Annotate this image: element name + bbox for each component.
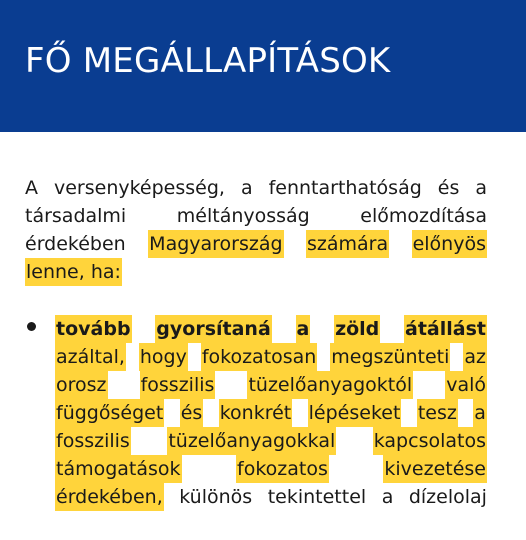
highlighted-word: számára xyxy=(306,230,389,258)
bullet-point xyxy=(27,322,36,331)
highlighted-word: fosszilis xyxy=(140,371,216,399)
word: tekintettel xyxy=(267,486,367,508)
word: fenntarthatóság xyxy=(268,177,422,199)
highlighted-word: kapcsolatos xyxy=(373,427,487,455)
word: előmozdítása xyxy=(360,205,487,227)
highlighted-word: lenne, ha: xyxy=(25,258,122,286)
highlighted-word: az xyxy=(463,343,487,371)
highlighted-word: támogatások xyxy=(55,455,182,483)
highlighted-bold-word: gyorsítaná xyxy=(155,315,271,343)
intro-line-4 xyxy=(25,258,487,286)
word: a xyxy=(475,177,487,199)
highlighted-word: függőséget xyxy=(55,399,164,427)
highlighted-word: tesz xyxy=(417,399,458,427)
bullet-line-3 xyxy=(55,371,487,399)
highlighted-word: előnyös xyxy=(412,230,487,258)
bullet-line-4 xyxy=(55,399,487,427)
word: dízelolaj xyxy=(408,486,487,508)
intro-paragraph xyxy=(25,174,487,286)
word: érdekében xyxy=(25,233,126,255)
word: és xyxy=(437,177,460,199)
bullet-paragraph xyxy=(55,315,487,511)
highlighted-bold-word: zöld xyxy=(334,315,380,343)
highlighted-bold-word: átállást xyxy=(404,315,487,343)
highlighted-word: orosz xyxy=(55,371,108,399)
bullet-line-7 xyxy=(55,483,487,511)
highlighted-word: Magyarország xyxy=(148,230,283,258)
intro-line-2 xyxy=(25,202,487,230)
bullet-line-6 xyxy=(55,455,487,483)
bullet-line-5 xyxy=(55,427,487,455)
bullet-line-1 xyxy=(55,315,487,343)
highlighted-word: hogy xyxy=(139,343,188,371)
highlighted-word: a xyxy=(473,399,487,427)
highlighted-word: fokozatos xyxy=(236,455,329,483)
highlighted-word: fosszilis xyxy=(55,427,131,455)
word: versenyképesség, xyxy=(53,177,225,199)
highlighted-word: megszünteti xyxy=(330,343,450,371)
highlighted-word: tüzelőanyagoktól xyxy=(247,371,413,399)
word: a xyxy=(240,177,253,199)
highlighted-bold-word: a xyxy=(296,315,311,343)
highlighted-word: kivezetése xyxy=(383,455,487,483)
word: társadalmi xyxy=(25,205,127,227)
word: a xyxy=(381,486,394,508)
header-banner xyxy=(0,0,526,132)
highlighted-word: fokozatosan xyxy=(201,343,318,371)
intro-line-3 xyxy=(25,230,487,258)
highlighted-word: lépéseket xyxy=(308,399,402,427)
highlighted-word: és xyxy=(180,399,204,427)
highlighted-word: való xyxy=(445,371,487,399)
page-title: FŐ MEGÁLLAPÍTÁSOK xyxy=(25,41,391,81)
highlighted-word: érdekében, xyxy=(55,483,164,511)
highlighted-word: tüzelőanyagokkal xyxy=(167,427,336,455)
highlighted-word: azáltal, xyxy=(55,343,126,371)
bullet-line-2 xyxy=(55,343,487,371)
word: különös xyxy=(179,486,253,508)
word: A xyxy=(25,177,38,199)
intro-line-1 xyxy=(25,174,487,202)
highlighted-bold-word: tovább xyxy=(55,315,132,343)
highlighted-word: konkrét xyxy=(219,399,293,427)
word: méltányosság xyxy=(176,205,310,227)
